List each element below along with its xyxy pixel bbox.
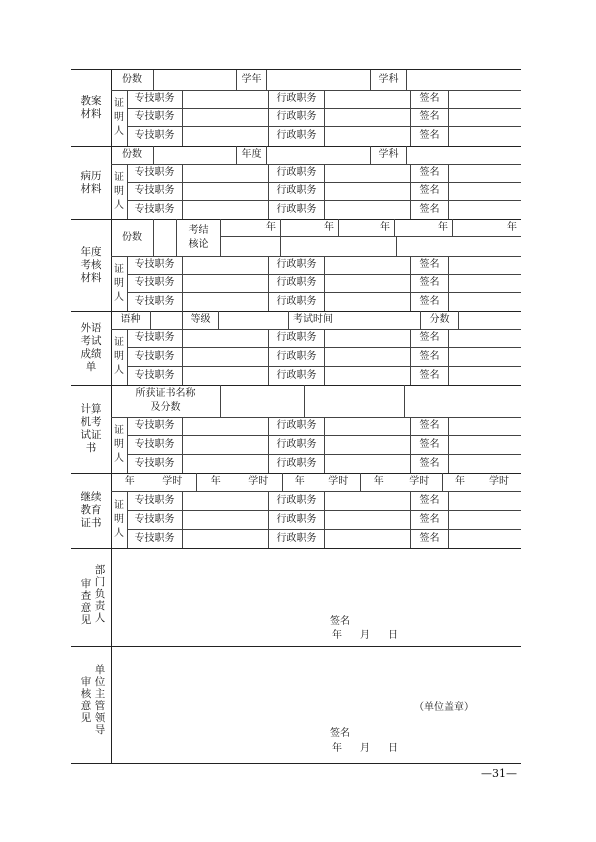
proof-row [127, 274, 521, 293]
section-label [71, 219, 112, 311]
signature-label: 签名 [411, 329, 449, 347]
subject-field[interactable] [407, 146, 521, 164]
date-day: 日 [388, 630, 398, 641]
year-unit: 年 [455, 476, 465, 487]
hours-unit: 学时 [328, 476, 349, 487]
unit-review-label [79, 676, 93, 746]
subject-label: 学科 [371, 146, 407, 164]
admin-post-label: 行政职务 [269, 256, 325, 274]
divider [111, 646, 112, 763]
proof-row [127, 90, 521, 109]
score-field[interactable] [459, 311, 521, 329]
tech-post-label: 专技职务 [127, 329, 183, 347]
unit-review-text: 审核意见 [80, 676, 92, 724]
year-unit: 年 [294, 476, 305, 487]
grade-field[interactable] [219, 311, 289, 329]
admin-post-field[interactable] [325, 182, 411, 200]
signature-field[interactable] [449, 90, 521, 108]
hours-unit: 学时 [248, 476, 269, 487]
admin-post-field[interactable] [325, 126, 411, 146]
subject-field[interactable] [407, 70, 521, 90]
tech-post-field[interactable] [183, 329, 269, 347]
tech-post-label: 专技职务 [127, 529, 183, 548]
admin-post-label: 行政职务 [269, 182, 325, 200]
dept-review-text: 审查意见 [80, 578, 92, 626]
tech-post-label: 专技职务 [127, 292, 183, 311]
section-computer [71, 385, 521, 474]
proof-person-text: 证明人 [114, 425, 124, 464]
proof-row [127, 417, 521, 436]
date-month: 月 [360, 630, 370, 641]
signature-label: 签名 [411, 510, 449, 529]
year-cell[interactable] [221, 219, 281, 237]
signature-label: 签名 [411, 164, 449, 182]
grade-label: 等级 [183, 311, 219, 329]
year-hours-cell[interactable] [361, 473, 443, 491]
proof-person-label [111, 90, 128, 146]
tech-post-field[interactable] [183, 454, 269, 473]
proof-row [127, 182, 521, 201]
signature-label: 签名 [411, 529, 449, 548]
dept-head-text: 部门负责人 [94, 564, 106, 624]
proof-row [127, 435, 521, 455]
signature-label: 签名 [411, 108, 449, 126]
info-row [111, 473, 521, 492]
admin-post-label: 行政职务 [269, 329, 325, 347]
admin-post-label: 行政职务 [269, 529, 325, 548]
signature-label: 签名 [411, 417, 449, 435]
year-unit: 年 [438, 221, 448, 233]
score-label: 分数 [421, 311, 459, 329]
copies-label: 份数 [111, 70, 154, 90]
cert-name-line2: 及分数 [150, 402, 181, 413]
tech-post-field[interactable] [183, 510, 269, 529]
year-cell[interactable] [339, 219, 395, 237]
signature-label: 签名 [411, 200, 449, 219]
cert-name-line1: 所获证书名称 [135, 388, 196, 399]
conclusion-cell[interactable] [221, 237, 281, 256]
tech-post-field[interactable] [183, 256, 269, 274]
year-cell[interactable] [281, 219, 339, 237]
school-year-field[interactable] [267, 70, 371, 90]
section-annual [71, 219, 521, 312]
tech-post-label: 专技职务 [127, 200, 183, 219]
divider [111, 548, 112, 646]
proof-person-text: 证明人 [114, 171, 124, 211]
page-number: —31— [481, 767, 517, 780]
admin-post-label: 行政职务 [269, 126, 325, 146]
year-field[interactable] [267, 146, 371, 164]
section-label-text: 外语考试成绩单 [80, 322, 102, 373]
unit-seal: （单位盖章） [414, 702, 474, 713]
hours-unit: 学时 [162, 476, 183, 487]
proof-person-label [111, 491, 128, 548]
tech-post-label: 专技职务 [127, 126, 183, 146]
date-month: 月 [360, 743, 370, 754]
year-label: 年度 [237, 146, 267, 164]
signature-field[interactable] [449, 491, 521, 510]
tech-post-field[interactable] [183, 366, 269, 385]
proof-row [127, 529, 521, 548]
proof-row [127, 200, 521, 219]
exam-conclusion-line2: 核论 [188, 238, 209, 250]
proof-person-text: 证明人 [114, 98, 124, 137]
proof-row [127, 292, 521, 311]
admin-post-field[interactable] [325, 417, 411, 435]
language-type-label: 语种 [111, 311, 151, 329]
section-teaching [71, 70, 521, 147]
admin-post-field[interactable] [325, 164, 411, 182]
admin-post-field[interactable] [325, 274, 411, 292]
certification-form [71, 69, 521, 764]
year-hours-cell[interactable] [197, 473, 283, 491]
admin-post-label: 行政职务 [269, 164, 325, 182]
info-row [111, 311, 521, 330]
language-type-field[interactable] [151, 311, 183, 329]
subject-label: 学科 [371, 70, 407, 90]
admin-post-field[interactable] [325, 108, 411, 126]
signature-caption: 签名 [330, 728, 350, 739]
tech-post-label: 专技职务 [127, 491, 183, 510]
year-hours-cell[interactable] [283, 473, 361, 491]
admin-post-field[interactable] [325, 510, 411, 529]
tech-post-label: 专技职务 [127, 347, 183, 366]
tech-post-field[interactable] [183, 108, 269, 126]
admin-post-label: 行政职务 [269, 274, 325, 292]
conclusion-cell[interactable] [281, 237, 397, 256]
signature-field[interactable] [449, 510, 521, 529]
exam-time-label [289, 311, 421, 329]
proof-row [127, 164, 521, 183]
info-row [111, 146, 521, 165]
signature-field[interactable] [449, 182, 521, 200]
admin-post-field[interactable] [325, 454, 411, 473]
tech-post-label: 专技职务 [127, 454, 183, 473]
signature-field[interactable] [449, 164, 521, 182]
admin-post-field[interactable] [325, 491, 411, 510]
proof-person-text: 证明人 [114, 337, 124, 376]
date-year: 年 [332, 743, 342, 754]
exam-conclusion-line1: 考结 [188, 224, 209, 236]
exam-conclusion-label [177, 219, 221, 256]
admin-post-label: 行政职务 [269, 347, 325, 366]
hours-unit: 学时 [409, 476, 430, 487]
admin-post-field[interactable] [325, 435, 411, 454]
proof-person-label [111, 329, 128, 385]
hours-unit: 学时 [489, 476, 509, 487]
admin-post-field[interactable] [325, 200, 411, 219]
signature-label: 签名 [411, 256, 449, 274]
date-year: 年 [332, 630, 342, 641]
tech-post-field[interactable] [183, 292, 269, 311]
tech-post-label: 专技职务 [127, 256, 183, 274]
signature-caption: 签名 [330, 616, 350, 627]
tech-post-field[interactable] [183, 90, 269, 108]
tech-post-field[interactable] [183, 491, 269, 510]
section-label [71, 70, 112, 146]
year-unit: 年 [210, 476, 221, 487]
signature-field[interactable] [449, 347, 521, 366]
signature-label: 签名 [411, 435, 449, 454]
section-unit-review [71, 646, 521, 763]
admin-post-field[interactable] [325, 529, 411, 548]
year-unit: 年 [507, 221, 517, 233]
signature-field[interactable] [449, 529, 521, 548]
admin-post-label: 行政职务 [269, 435, 325, 454]
date-line[interactable] [332, 743, 402, 755]
dept-head-label [93, 564, 107, 644]
admin-post-label: 行政职务 [269, 108, 325, 126]
admin-post-label: 行政职务 [269, 366, 325, 385]
cert-field[interactable] [221, 385, 305, 417]
section-continuing [71, 473, 521, 549]
signature-label: 签名 [411, 90, 449, 108]
proof-row [127, 126, 521, 146]
tech-post-field[interactable] [183, 164, 269, 182]
signature-label: 签名 [411, 454, 449, 473]
proof-person-label [111, 164, 128, 219]
proof-row [127, 108, 521, 127]
signature-label: 签名 [411, 347, 449, 366]
admin-post-label: 行政职务 [269, 454, 325, 473]
unit-leader-label [93, 664, 107, 756]
tech-post-label: 专技职务 [127, 182, 183, 200]
signature-field[interactable] [449, 200, 521, 219]
admin-post-field[interactable] [325, 256, 411, 274]
cert-field[interactable] [305, 385, 405, 417]
signature-label: 签名 [411, 126, 449, 146]
copies-label: 份数 [111, 146, 154, 164]
section-label [71, 146, 112, 219]
signature-field[interactable] [449, 256, 521, 274]
year-unit: 年 [124, 476, 135, 487]
exam-time-text: 考试时间 [293, 314, 333, 325]
section-language [71, 311, 521, 386]
year-unit: 年 [266, 221, 276, 233]
proof-person-text: 证明人 [114, 263, 124, 303]
section-dept-review [71, 548, 521, 647]
admin-post-label: 行政职务 [269, 417, 325, 435]
admin-post-label: 行政职务 [269, 90, 325, 108]
tech-post-field[interactable] [183, 126, 269, 146]
proof-row [127, 366, 521, 385]
copies-field[interactable] [154, 219, 177, 256]
section-label [71, 473, 112, 548]
section-label [71, 385, 112, 473]
tech-post-field[interactable] [183, 347, 269, 366]
admin-post-field[interactable] [325, 329, 411, 347]
tech-post-label: 专技职务 [127, 435, 183, 454]
signature-field[interactable] [449, 454, 521, 473]
signature-field[interactable] [449, 274, 521, 292]
year-unit: 年 [380, 221, 390, 233]
tech-post-label: 专技职务 [127, 274, 183, 292]
copies-field[interactable] [154, 70, 237, 90]
year-unit: 年 [324, 221, 334, 233]
copies-field[interactable] [154, 146, 237, 164]
tech-post-field[interactable] [183, 200, 269, 219]
proof-row [127, 454, 521, 473]
tech-post-field[interactable] [183, 417, 269, 435]
proof-person-text: 证明人 [114, 499, 124, 539]
signature-label: 签名 [411, 274, 449, 292]
admin-post-field[interactable] [325, 292, 411, 311]
signature-field[interactable] [449, 292, 521, 311]
tech-post-label: 专技职务 [127, 510, 183, 529]
section-label-text: 病历材料 [80, 169, 102, 195]
signature-label: 签名 [411, 491, 449, 510]
proof-person-label [111, 417, 128, 473]
school-year-label: 学年 [237, 70, 267, 90]
proof-row [127, 510, 521, 530]
conclusion-cell[interactable] [397, 237, 521, 256]
copies-label: 份数 [111, 219, 154, 256]
signature-field[interactable] [449, 435, 521, 454]
tech-post-label: 专技职务 [127, 90, 183, 108]
tech-post-field[interactable] [183, 182, 269, 200]
section-cases [71, 146, 521, 220]
proof-row [127, 256, 521, 275]
admin-post-label: 行政职务 [269, 292, 325, 311]
section-label-text: 继续教育证书 [80, 491, 102, 529]
admin-post-field[interactable] [325, 347, 411, 366]
tech-post-label: 专技职务 [127, 164, 183, 182]
dept-review-label [79, 578, 93, 638]
admin-post-label: 行政职务 [269, 200, 325, 219]
year-cell[interactable] [395, 219, 453, 237]
signature-label: 签名 [411, 292, 449, 311]
admin-post-field[interactable] [325, 90, 411, 108]
proof-row [127, 491, 521, 511]
cert-name-label [111, 385, 221, 417]
signature-field[interactable] [449, 329, 521, 347]
section-label [71, 311, 112, 385]
signature-field[interactable] [449, 126, 521, 146]
proof-person-label [111, 256, 128, 311]
admin-post-field[interactable] [325, 366, 411, 385]
year-hours-cell[interactable] [111, 473, 197, 491]
cert-field[interactable] [405, 385, 521, 417]
signature-field[interactable] [449, 108, 521, 126]
tech-post-field[interactable] [183, 529, 269, 548]
proof-row [127, 329, 521, 348]
section-label-text: 计算机考试证书 [80, 403, 102, 454]
tech-post-label: 专技职务 [127, 366, 183, 385]
tech-post-field[interactable] [183, 435, 269, 454]
signature-field[interactable] [449, 366, 521, 385]
tech-post-label: 专技职务 [127, 108, 183, 126]
signature-field[interactable] [449, 417, 521, 435]
tech-post-field[interactable] [183, 274, 269, 292]
proof-row [127, 347, 521, 367]
info-row [111, 219, 521, 257]
year-unit: 年 [373, 476, 384, 487]
date-day: 日 [388, 743, 398, 754]
signature-label: 签名 [411, 182, 449, 200]
signature-label: 签名 [411, 366, 449, 385]
tech-post-label: 专技职务 [127, 417, 183, 435]
year-hours-cell[interactable] [443, 473, 521, 491]
admin-post-label: 行政职务 [269, 491, 325, 510]
section-label-text: 教案材料 [80, 95, 102, 120]
info-row [111, 70, 521, 91]
date-line[interactable] [332, 630, 402, 642]
section-label-text: 年度考核材料 [80, 245, 102, 284]
year-cell[interactable] [453, 219, 521, 237]
unit-leader-text: 单位主管领导 [94, 664, 106, 736]
admin-post-label: 行政职务 [269, 510, 325, 529]
info-row [111, 385, 521, 418]
